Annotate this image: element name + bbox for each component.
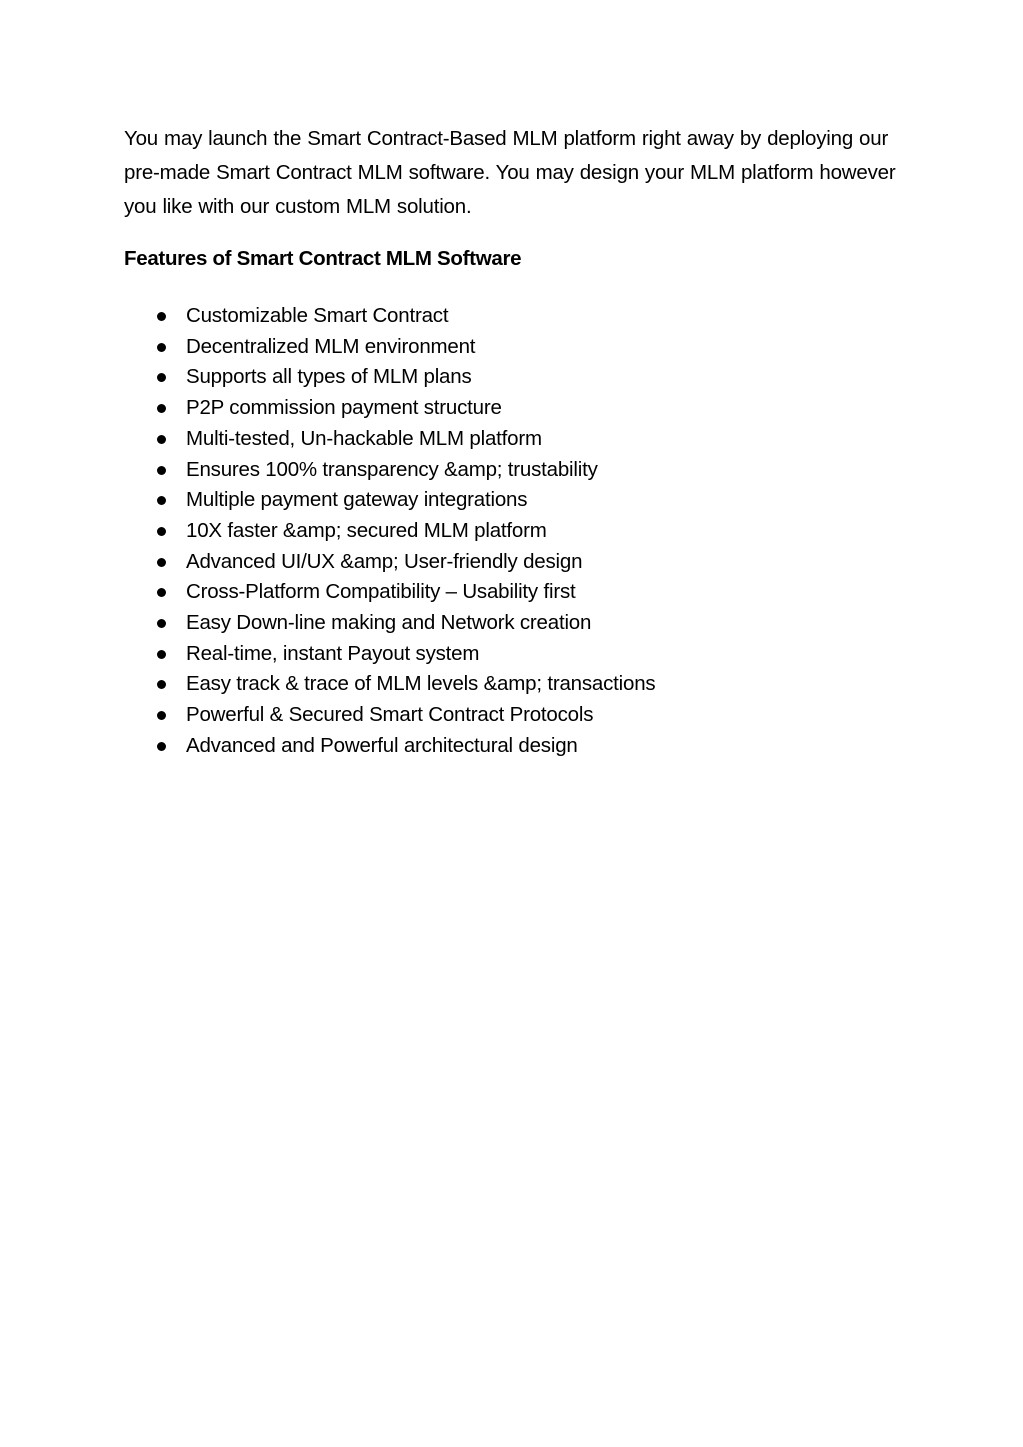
feature-text: Easy track & trace of MLM levels &amp; transactions [186, 672, 656, 696]
feature-item [124, 424, 914, 455]
feature-item [124, 516, 914, 547]
feature-text: Real-time, instant Payout system [186, 641, 480, 665]
feature-item [124, 577, 914, 608]
bullet-icon [157, 373, 166, 382]
feature-item [124, 700, 914, 731]
feature-text: Customizable Smart Contract [186, 304, 449, 327]
feature-text: Advanced and Powerful architectural design [186, 733, 578, 757]
feature-item [124, 455, 914, 486]
bullet-icon [157, 466, 166, 475]
feature-text: Multiple payment gateway integrations [186, 488, 528, 512]
features-heading: Features of Smart Contract MLM Software [124, 247, 522, 270]
feature-item [124, 669, 914, 700]
feature-text: Decentralized MLM environment [186, 334, 476, 358]
intro-paragraph: You may launch the Smart Contract-Based MLM platform right away by deploying our pre-made Smart Contract MLM software. You may design your MLM platform however you like with our custom MLM solution. [124, 127, 896, 218]
feature-text: 10X faster &amp; secured MLM platform [186, 518, 547, 542]
feature-item [124, 301, 914, 332]
bullet-icon [157, 527, 166, 536]
bullet-icon [157, 312, 166, 321]
feature-text: Ensures 100% transparency &amp; trustability [186, 457, 598, 481]
bullet-icon [157, 588, 166, 597]
feature-item [124, 393, 914, 424]
bullet-icon [157, 496, 166, 505]
bullet-icon [157, 650, 166, 659]
feature-text: Easy Down-line making and Network creation [186, 611, 592, 635]
feature-item [124, 608, 914, 639]
feature-item [124, 731, 914, 762]
bullet-icon [157, 343, 166, 352]
feature-item [124, 485, 914, 516]
bullet-icon [157, 742, 166, 751]
feature-item [124, 547, 914, 578]
bullet-icon [157, 619, 166, 628]
feature-text: Multi-tested, Un-hackable MLM platform [186, 426, 542, 450]
feature-text: Cross-Platform Compatibility – Usability first [186, 580, 576, 604]
bullet-icon [157, 435, 166, 444]
feature-text: Advanced UI/UX &amp; User-friendly design [186, 549, 583, 573]
bullet-icon [157, 680, 166, 689]
feature-text: Supports all types of MLM plans [186, 365, 472, 389]
bullet-icon [157, 558, 166, 567]
feature-item [124, 332, 914, 363]
bullet-icon [157, 711, 166, 720]
features-list [124, 301, 914, 762]
feature-text: Powerful & Secured Smart Contract Protocols [186, 703, 594, 727]
feature-item [124, 639, 914, 670]
feature-item [124, 362, 914, 393]
bullet-icon [157, 404, 166, 413]
feature-text: P2P commission payment structure [186, 396, 502, 420]
page-content [124, 122, 914, 762]
